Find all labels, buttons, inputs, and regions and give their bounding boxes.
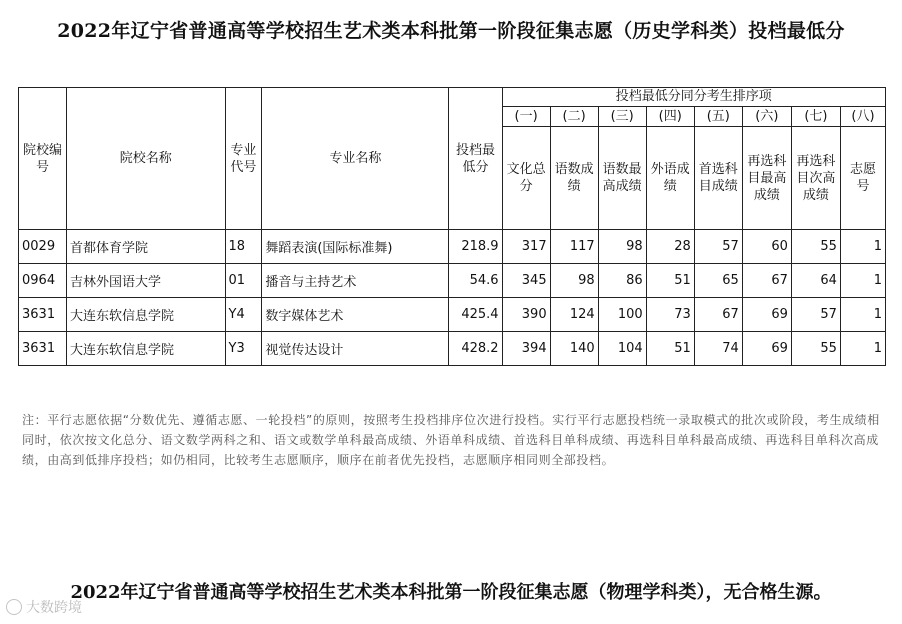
cell-rank-value: 124 (550, 298, 598, 332)
cell-rank-value: 394 (502, 332, 550, 366)
header-ranking-group: 投档最低分同分考生排序项 (502, 88, 885, 107)
cell-rank-value: 74 (694, 332, 742, 366)
table-row (19, 264, 886, 298)
cell-rank-value: 1 (840, 298, 885, 332)
header-item-chinese-math: 语数成绩 (550, 127, 598, 230)
cell-school-name: 大连东软信息学院 (67, 298, 225, 332)
cell-school-name: 吉林外国语大学 (67, 264, 225, 298)
header-rank-7: (七) (791, 107, 840, 127)
cell-major-name: 数字媒体艺术 (262, 298, 449, 332)
cell-school-code: 0029 (19, 230, 67, 264)
cell-rank-value: 51 (646, 264, 694, 298)
header-rank-6: (六) (742, 107, 791, 127)
score-table (18, 87, 886, 366)
header-rank-4: (四) (646, 107, 694, 127)
header-rank-2: (二) (550, 107, 598, 127)
header-rank-3: (三) (598, 107, 646, 127)
header-item-total: 文化总分 (502, 127, 550, 230)
table-row (19, 298, 886, 332)
cell-rank-value: 317 (502, 230, 550, 264)
cell-rank-value: 73 (646, 298, 694, 332)
cell-rank-value: 98 (598, 230, 646, 264)
header-item-chinese-math-max: 语数最高成绩 (598, 127, 646, 230)
cell-rank-value: 69 (742, 332, 791, 366)
cell-rank-value: 55 (791, 230, 840, 264)
header-school-name: 院校名称 (67, 88, 225, 230)
cell-rank-value: 55 (791, 332, 840, 366)
cell-rank-value: 67 (742, 264, 791, 298)
cell-rank-value: 67 (694, 298, 742, 332)
header-item-choice-number: 志愿号 (840, 127, 885, 230)
cell-major-code: Y3 (225, 332, 262, 366)
cell-rank-value: 65 (694, 264, 742, 298)
header-row-1 (19, 88, 886, 107)
header-item-first-subject: 首选科目成绩 (694, 127, 742, 230)
header-item-foreign-language: 外语成绩 (646, 127, 694, 230)
cell-school-name: 大连东软信息学院 (67, 332, 225, 366)
header-rank-1: (一) (502, 107, 550, 127)
cell-min-score: 425.4 (449, 298, 502, 332)
header-rank-5: (五) (694, 107, 742, 127)
cell-rank-value: 140 (550, 332, 598, 366)
cell-rank-value: 1 (840, 230, 885, 264)
cell-rank-value: 390 (502, 298, 550, 332)
cell-rank-value: 69 (742, 298, 791, 332)
cell-rank-value: 104 (598, 332, 646, 366)
header-item-elective-second: 再选科目次高成绩 (791, 127, 840, 230)
cell-rank-value: 117 (550, 230, 598, 264)
cell-school-code: 3631 (19, 332, 67, 366)
cell-rank-value: 100 (598, 298, 646, 332)
cell-rank-value: 28 (646, 230, 694, 264)
cell-min-score: 54.6 (449, 264, 502, 298)
cell-rank-value: 345 (502, 264, 550, 298)
cell-rank-value: 1 (840, 332, 885, 366)
table-row (19, 332, 886, 366)
cell-major-code: Y4 (225, 298, 262, 332)
cell-major-code: 01 (225, 264, 262, 298)
cell-rank-value: 86 (598, 264, 646, 298)
footnote: 注：平行志愿依据“分数优先、遵循志愿、一轮投档”的原则，按照考生投档排序位次进行投档。实行平行志愿投档统一录取模式的批次或阶段，考生成绩相同时，依次按文化总分、语文数学两科之和、语文或数学单科最高成绩、外语单科成绩、首选科目单科成绩、再选科目单科最高成绩、再选科目单科次高成绩，由高到低排序投档；如仍相同，比较考生志愿顺序，顺序在前者优先投档，志愿顺序相同则全部投档。 (22, 413, 880, 467)
cell-major-name: 播音与主持艺术 (262, 264, 449, 298)
watermark-logo-icon (6, 599, 22, 615)
cell-school-name: 首都体育学院 (67, 230, 225, 264)
cell-rank-value: 1 (840, 264, 885, 298)
footer-statement: 2022年辽宁省普通高等学校招生艺术类本科批第一阶段征集志愿（物理学科类），无合格生源。 (70, 582, 832, 603)
cell-school-code: 3631 (19, 298, 67, 332)
cell-rank-value: 51 (646, 332, 694, 366)
cell-rank-value: 57 (791, 298, 840, 332)
cell-major-code: 18 (225, 230, 262, 264)
header-rank-8: (八) (840, 107, 885, 127)
table-row (19, 230, 886, 264)
cell-major-name: 舞蹈表演(国际标准舞) (262, 230, 449, 264)
cell-min-score: 218.9 (449, 230, 502, 264)
cell-rank-value: 57 (694, 230, 742, 264)
cell-major-name: 视觉传达设计 (262, 332, 449, 366)
watermark-text: 大数跨境 (26, 600, 82, 616)
cell-rank-value: 64 (791, 264, 840, 298)
header-item-elective-max: 再选科目最高成绩 (742, 127, 791, 230)
cell-rank-value: 60 (742, 230, 791, 264)
watermark (6, 597, 82, 617)
cell-rank-value: 98 (550, 264, 598, 298)
header-major-name: 专业名称 (262, 88, 449, 230)
cell-min-score: 428.2 (449, 332, 502, 366)
header-min-score: 投档最低分 (449, 88, 502, 230)
page-title: 2022年辽宁省普通高等学校招生艺术类本科批第一阶段征集志愿（历史学科类）投档最低分 (57, 20, 845, 42)
header-school-code: 院校编号 (19, 88, 67, 230)
cell-school-code: 0964 (19, 264, 67, 298)
header-major-code: 专业代号 (225, 88, 262, 230)
